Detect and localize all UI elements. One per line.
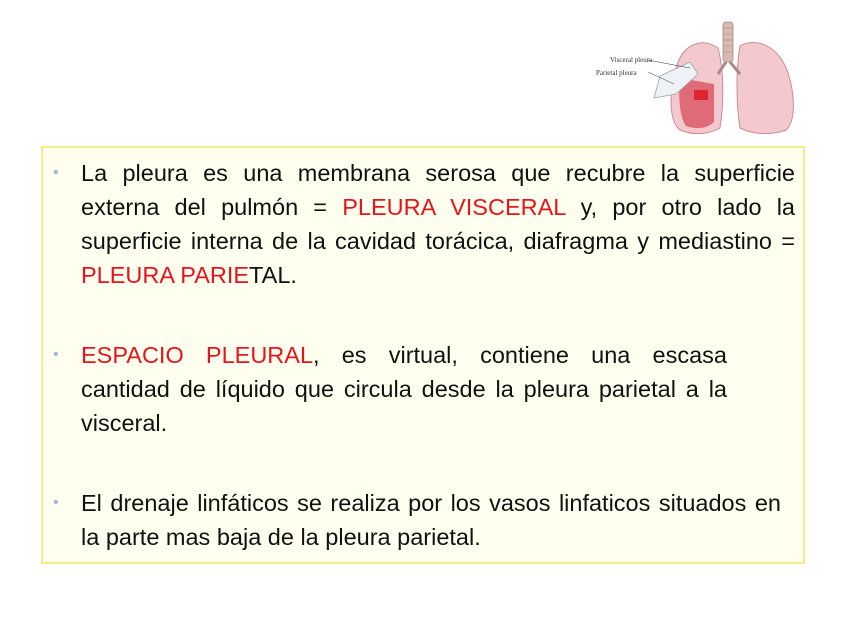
- bullet-item-2: [53, 338, 727, 440]
- bullet-item-3: [53, 486, 781, 554]
- bullet-dot-icon: •: [53, 164, 59, 181]
- highlight-espacio-pleural: ESPACIO PLEURAL: [81, 342, 314, 368]
- bullet-text: ESPACIO PLEURAL, es virtual, contiene una escasa cantidad de líquido que circula desde la pleura parietal a la visceral.: [81, 342, 727, 436]
- lungs-pleura-illustration: [590, 18, 805, 140]
- bullet-text: La pleura es una membrana serosa que recubre la superficie externa del pulmón = PLEURA VISCERAL y, por otro lado la superficie interna de la cavidad torácica, diafragma y mediastino = PLEURA PARIETAL.: [81, 160, 795, 288]
- bullet-text: El drenaje linfáticos se realiza por los vasos linfaticos situados en la parte mas baja de la pleura parietal.: [81, 490, 781, 550]
- bullet-dot-icon: •: [53, 494, 59, 511]
- label-visceral-pleura: Visceral pleura: [610, 56, 653, 64]
- label-parietal-pleura: Parietal pleura: [596, 69, 637, 77]
- highlight-pleura-parietal: PLEURA PARIE: [81, 262, 250, 288]
- bullet-item-1: [53, 156, 795, 292]
- content-box: [41, 146, 805, 564]
- bullet-dot-icon: •: [53, 346, 59, 363]
- highlight-pleura-visceral: PLEURA VISCERAL: [342, 194, 566, 220]
